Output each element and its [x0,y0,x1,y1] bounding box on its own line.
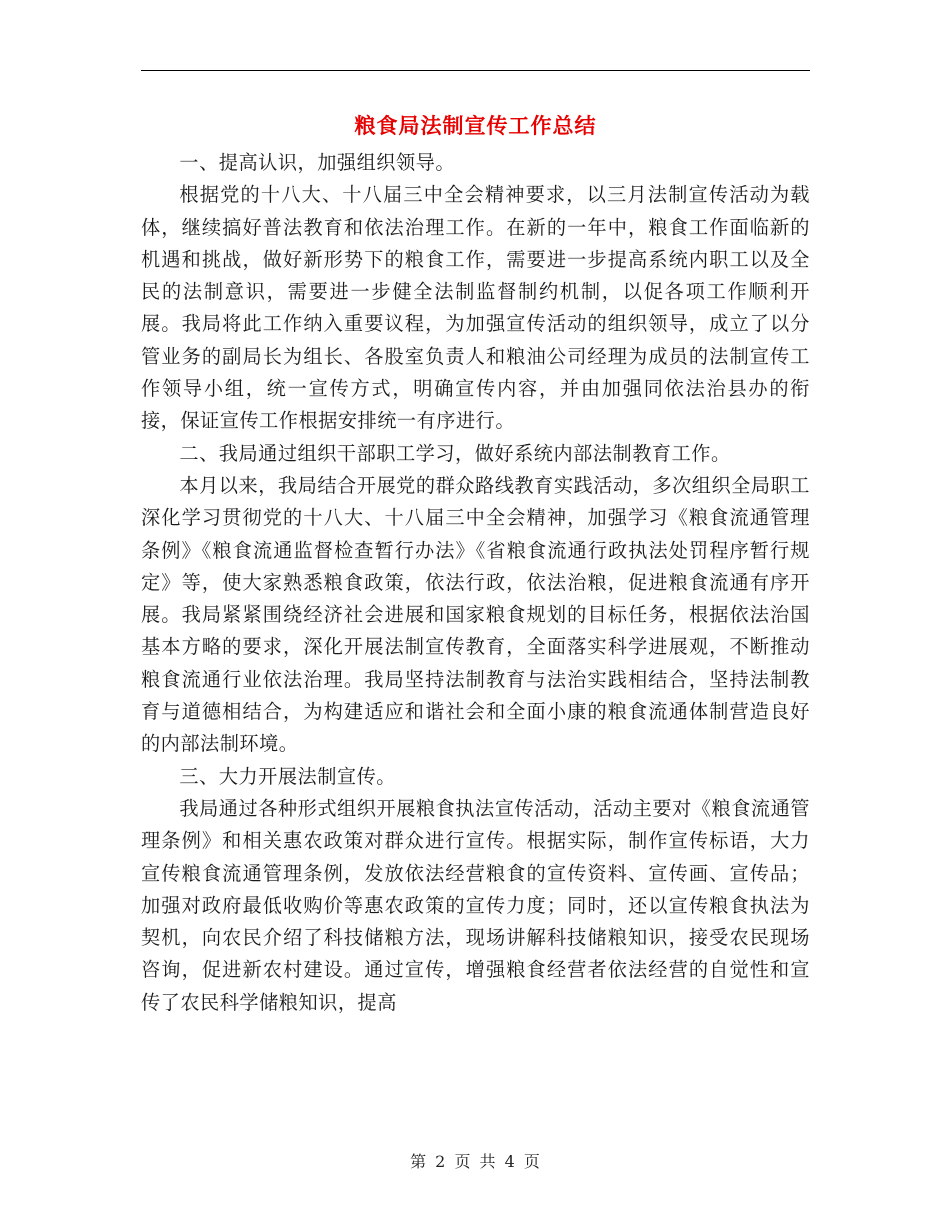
header-rule [141,70,810,71]
section-heading-1: 一、提高认识，加强组织领导。 [179,151,456,174]
body-paragraph-2: 本月以来，我局结合开展党的群众路线教育实践活动，多次组织全局职工深化学习贯彻党的十八大、十八届三中全会精神，加强学习《粮食流通管理条例》《粮食流通监督检查暂行办法》《省粮食流通行政执法处罚程序暂行规定》等，使大家熟悉粮食政策，依法行政，依法治粮，促进粮食流通有序开展。我局紧紧围绕经济社会进展和国家粮食规划的目标任务，根据依法治国基本方略的要求，深化开展法制宣传教育，全面落实科学进展观，不断推动粮食流通行业依法治理。我局坚持法制教育与法治实践相结合，坚持法制教育与道德相结合，为构建适应和谐社会和全面小康的粮食流通体制营造良好的内部法制环境。 [141,473,810,756]
document-body [141,147,810,1019]
body-paragraph-1: 根据党的十八大、十八届三中全会精神要求，以三月法制宣传活动为载体，继续搞好普法教育和依法治理工作。在新的一年中，粮食工作面临新的机遇和挑战，做好新形势下的粮食工作，需要进一步提高系统内职工以及全民的法制意识，需要进一步健全法制监督制约机制，以促各项工作顺利开展。我局将此工作纳入重要议程，为加强宣传活动的组织领导，成立了以分管业务的副局长为组长、各股室负责人和粮油公司经理为成员的法制宣传工作领导小组，统一宣传方式，明确宣传内容，并由加强同依法治县办的衔接，保证宣传工作根据安排统一有序进行。 [141,183,810,433]
body-paragraph-3: 我局通过各种形式组织开展粮食执法宣传活动，活动主要对《粮食流通管理条例》和相关惠农政策对群众进行宣传。根据实际，制作宣传标语，大力宣传粮食流通管理条例，发放依法经营粮食的宣传资料、宣传画、宣传品；加强对政府最低收购价等惠农政策的宣传力度；同时，还以宣传粮食执法为契机，向农民介绍了科技储粮方法，现场讲解科技储粮知识，接受农民现场咨询，促进新农村建设。通过宣传，增强粮食经营者依法经营的自觉性和宣传了农民科学储粮知识，提高 [141,796,810,1014]
section-heading-2: 二、我局通过组织干部职工学习，做好系统内部法制教育工作。 [179,441,731,465]
document-title: 粮食局法制宣传工作总结 [354,114,597,138]
section-heading-3: 三、大力开展法制宣传。 [179,764,396,788]
page-number-footer: 第 2 页 共 4 页 [410,1152,540,1171]
